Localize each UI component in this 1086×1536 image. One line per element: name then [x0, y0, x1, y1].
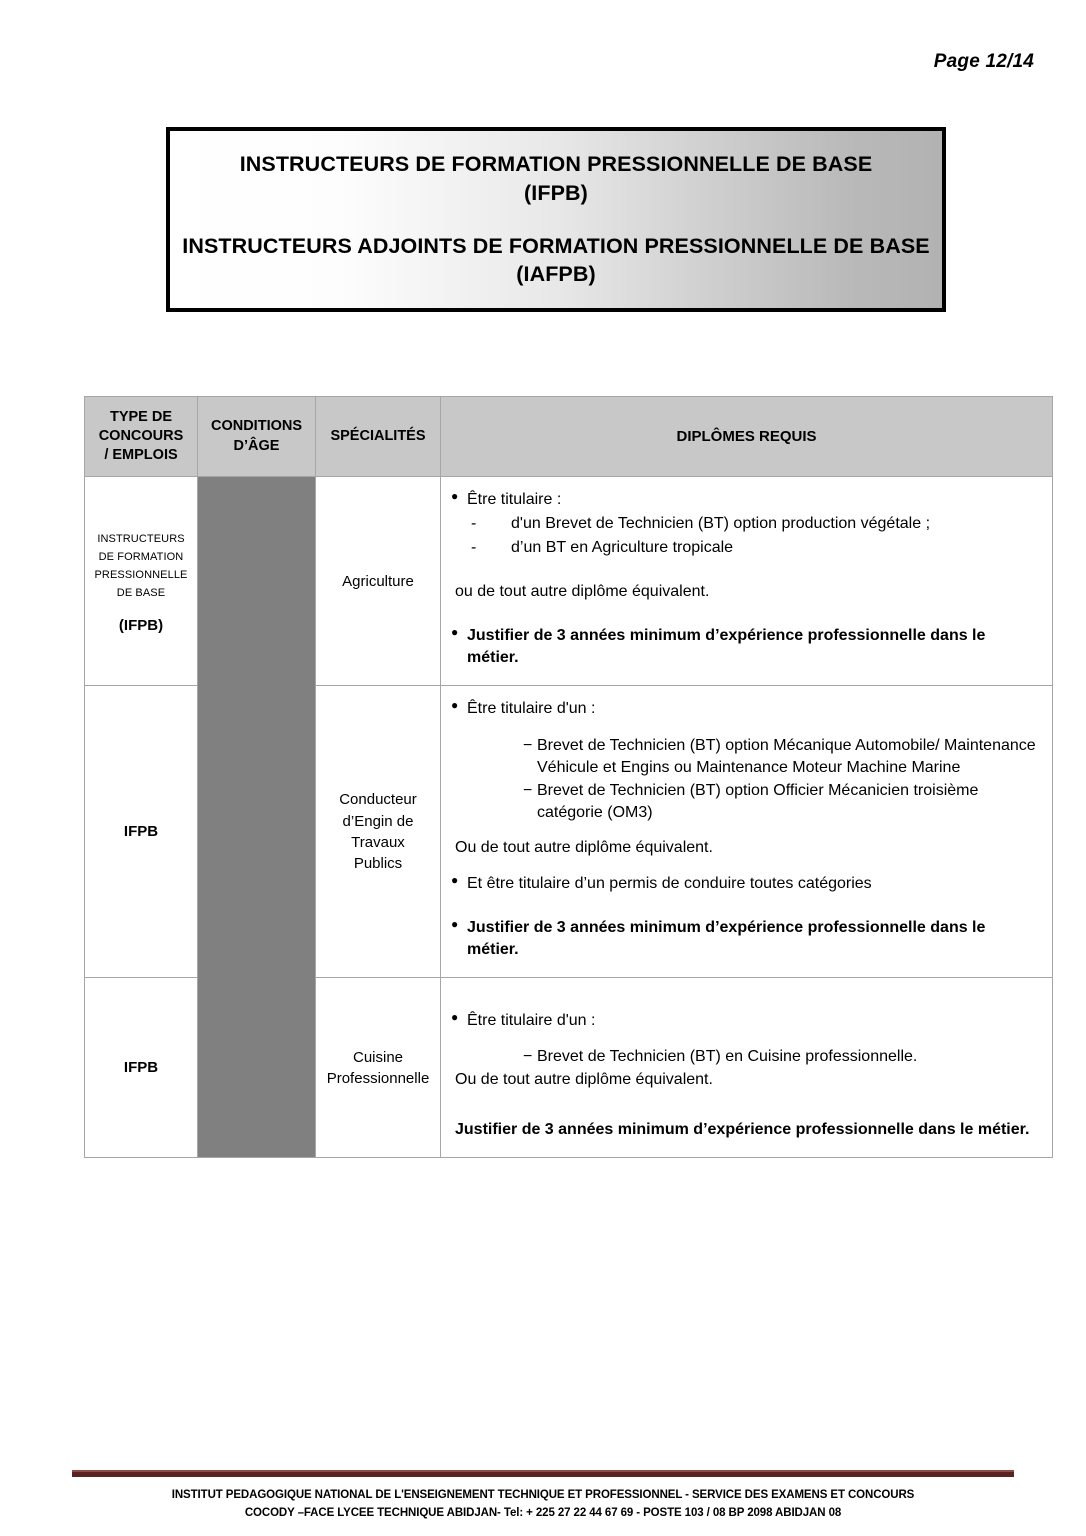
diploma-experience-requirement: ● Justifier de 3 années minimum d’expérience professionnelle dans le métier.	[449, 917, 1038, 961]
cell-type-description-line2: DE FORMATION	[98, 551, 184, 564]
column-header-type	[85, 397, 198, 477]
cell-specialite-line1: Agriculture	[342, 572, 414, 590]
diploma-subitem	[449, 1046, 1038, 1068]
cell-specialite-line3: Travaux	[351, 833, 405, 851]
column-header-type-line2: CONCOURS	[98, 427, 184, 444]
requirements-table	[84, 396, 1053, 1158]
diploma-bullet: ● Être titulaire :	[449, 489, 1038, 511]
dash-marker: -	[471, 515, 477, 533]
title-line-1: INSTRUCTEURS DE FORMATION PRESSIONNELLE DE BASE	[239, 152, 873, 177]
diploma-bullet: ● Être titulaire d'un :	[449, 1010, 1038, 1032]
diploma-dash-item	[449, 513, 1038, 535]
title-line-4: (IAFPB)	[516, 262, 596, 287]
spacer	[449, 723, 1038, 735]
cell-type-abbr: IFPB	[123, 823, 159, 841]
spacer	[449, 561, 1038, 581]
diploma-equivalent-note: ou de tout autre diplôme équivalent.	[455, 583, 710, 601]
cell-type-concours	[85, 477, 198, 686]
cell-specialite-line2: d’Engin de	[342, 812, 414, 830]
column-header-diplomes	[441, 397, 1053, 477]
spacer	[449, 861, 1038, 873]
table-header	[85, 397, 1053, 477]
diploma-permit-requirement: ● Et être titulaire d’un permis de conduire toutes catégories	[449, 873, 1038, 895]
table-body	[85, 477, 1053, 1158]
cell-type-abbr: IFPB	[123, 1059, 159, 1077]
footer	[0, 1487, 1086, 1523]
diploma-experience-requirement: ● Justifier de 3 années minimum d’expérience professionnelle dans le métier.	[449, 625, 1038, 669]
diploma-subitem	[449, 735, 1038, 779]
cell-diplomes	[441, 978, 1053, 1158]
spacer	[449, 825, 1038, 837]
cell-specialite	[316, 686, 441, 978]
dash-marker: −	[523, 736, 533, 754]
cell-type-abbr: (IFPB)	[118, 616, 164, 634]
footer-divider-rule	[72, 1470, 1014, 1477]
page-number: Page 12/14	[933, 51, 1034, 72]
diploma-subitem-text: Brevet de Technicien (BT) option Officier Mécanicien troisième catégorie (OM3)	[537, 781, 979, 821]
column-header-age-line1: CONDITIONS	[210, 418, 303, 435]
cell-type-description	[94, 533, 187, 600]
title-banner	[166, 127, 946, 312]
diploma-equivalent-note: Ou de tout autre diplôme équivalent.	[455, 1071, 713, 1089]
table-header-row	[85, 397, 1053, 477]
column-header-diplomes-label: DIPLÔMES REQUIS	[676, 427, 817, 445]
dash-marker: −	[523, 781, 533, 799]
cell-type-concours	[85, 686, 198, 978]
cell-type-description-line3: PRESSIONNELLE	[94, 569, 188, 582]
cell-specialite-line4: Publics	[353, 855, 403, 873]
diploma-dash-text: d'un Brevet de Technicien (BT) option production végétale ;	[511, 515, 931, 533]
footer-line-1: INSTITUT PEDAGOGIQUE NATIONAL DE L'ENSEIGNEMENT TECHNIQUE ET PROFESSIONNEL - SERVICE DES EXAMENS ET CONCOURS	[171, 1489, 915, 1501]
column-header-specialites-label: SPÉCIALITÉS	[330, 427, 426, 444]
column-header-age	[198, 397, 316, 477]
title-line-3: INSTRUCTEURS ADJOINTS DE FORMATION PRESSIONNELLE DE BASE	[182, 233, 930, 258]
spacer	[449, 897, 1038, 917]
spacer	[449, 1093, 1038, 1119]
diploma-experience-requirement: Justifier de 3 années minimum d’expérience professionnelle dans le métier.	[455, 1121, 1030, 1139]
column-header-type-line1: TYPE DE	[109, 408, 173, 425]
spacer	[449, 1034, 1038, 1046]
diploma-subitem-text: Brevet de Technicien (BT) en Cuisine professionnelle.	[537, 1048, 918, 1066]
cell-conditions-age	[198, 978, 316, 1158]
spacer	[449, 605, 1038, 625]
title-line-2: (IFPB)	[524, 180, 588, 205]
diploma-equivalent-note: Ou de tout autre diplôme équivalent.	[455, 838, 713, 856]
cell-diplomes	[441, 686, 1053, 978]
column-header-specialites	[316, 397, 441, 477]
table-row	[85, 686, 1053, 978]
diploma-subitem	[449, 780, 1038, 824]
cell-specialite	[316, 978, 441, 1158]
cell-type-description-line1: INSTRUCTEURS	[97, 532, 185, 545]
diploma-bullet: ● Être titulaire d'un :	[449, 698, 1038, 720]
diploma-subitem-text: Brevet de Technicien (BT) option Mécanique Automobile/ Maintenance Véhicule et Engins ou Maintenance Moteur Machine Marine	[537, 736, 1036, 776]
table-row	[85, 477, 1053, 686]
dash-marker: −	[523, 1048, 533, 1066]
spacer	[449, 990, 1038, 1010]
cell-conditions-age	[198, 477, 316, 686]
dash-marker: -	[471, 539, 477, 557]
diploma-dash-text: d’un BT en Agriculture tropicale	[511, 539, 734, 557]
cell-diplomes	[441, 477, 1053, 686]
table-row	[85, 978, 1053, 1158]
cell-specialite-line1: Cuisine	[352, 1048, 404, 1066]
footer-line-2: COCODY –FACE LYCEE TECHNIQUE ABIDJAN- Tel: + 225 27 22 44 67 69 - POSTE 103 / 08 BP 2098 ABIDJAN 08	[244, 1506, 842, 1519]
diploma-dash-item	[449, 537, 1038, 559]
cell-specialite-line1: Conducteur	[339, 791, 417, 809]
column-header-type-line3: / EMPLOIS	[104, 447, 178, 464]
cell-specialite-line2: Professionnelle	[326, 1069, 430, 1087]
cell-conditions-age	[198, 686, 316, 978]
cell-type-description-line4: DE BASE	[116, 587, 166, 600]
cell-type-concours	[85, 978, 198, 1158]
column-header-age-line2: D’ÂGE	[233, 437, 280, 454]
cell-specialite	[316, 477, 441, 686]
